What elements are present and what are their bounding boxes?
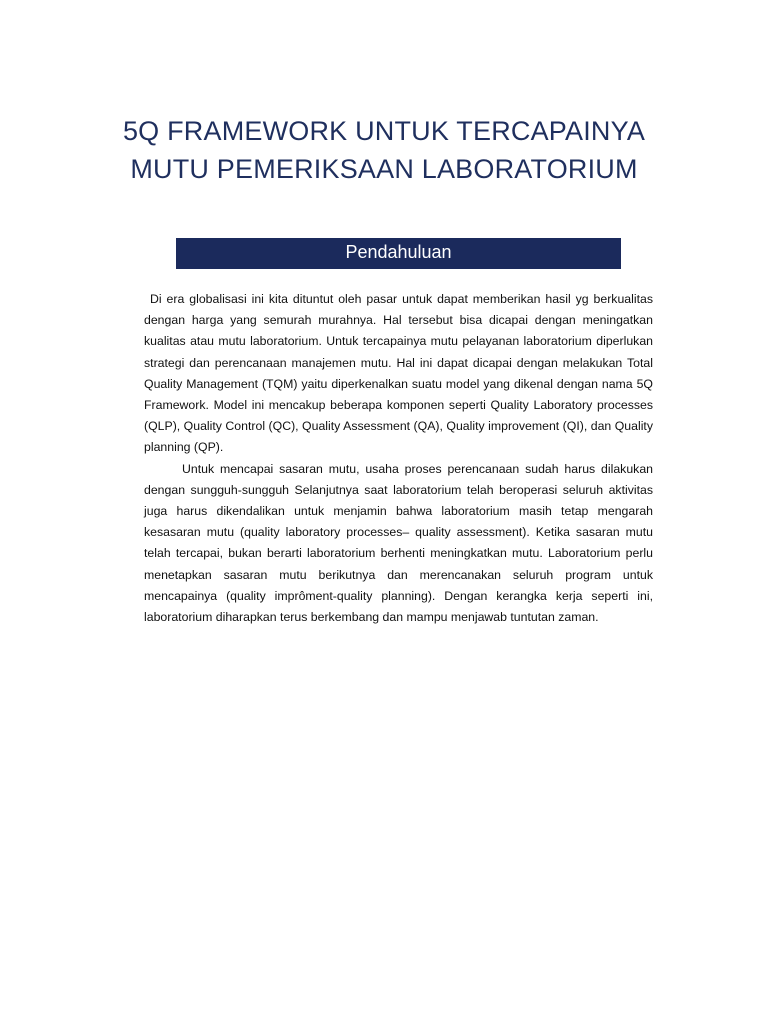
title-line-1: 5Q FRAMEWORK UNTUK TERCAPAINYA [122,116,646,146]
title-line-2: MUTU PEMERIKSAAN LABORATORIUM [130,154,638,184]
body-text [144,289,653,628]
paragraph-introduction: Di era globalisasi ini kita dituntut oleh pasar untuk dapat memberikan hasil yg berkualitas dengan harga yang semurah murahnya. Hal tersebut bisa dicapai dengan meningatkan kualitas atau mutu laboratorium. Untuk tercapainya mutu pelayanan laboratorium diperlukan strategi dan perencanaan manajemen mutu. Hal ini dapat dicapai dengan melakukan Total Quality Management (TQM) yaitu diperkenalkan suatu model yang dikenal dengan nama 5Q Framework. Model ini mencakup beberapa komponen seperti Quality Laboratory processes (QLP), Quality Control (QC), Quality Assessment (QA), Quality improvement (QI), dan Quality planning (QP). [144,292,653,455]
paragraph-quality-goals: Untuk mencapai sasaran mutu, usaha proses perencanaan sudah harus dilakukan dengan sungguh-sungguh Selanjutnya saat laboratorium telah beroperasi seluruh aktivitas juga harus dikendalikan untuk menjamin bahwa laboratorium masih tetap mengarah kesasaran mutu (quality laboratory processes– quality assessment). Ketika sasaran mutu telah tercapai, bukan berarti laboratorium berhenti meningkatkan mutu. Laboratorium perlu menetapkan sasaran mutu berikutnya dan merencanakan seluruh program untuk mencapainya (quality imprôment-quality planning). Dengan kerangka kerja seperti ini, laboratorium diharapkan terus berkembang dan mampu menjawab tuntutan zaman. [144,461,653,625]
section-heading: Pendahuluan [176,238,621,269]
page-title [0,112,768,188]
